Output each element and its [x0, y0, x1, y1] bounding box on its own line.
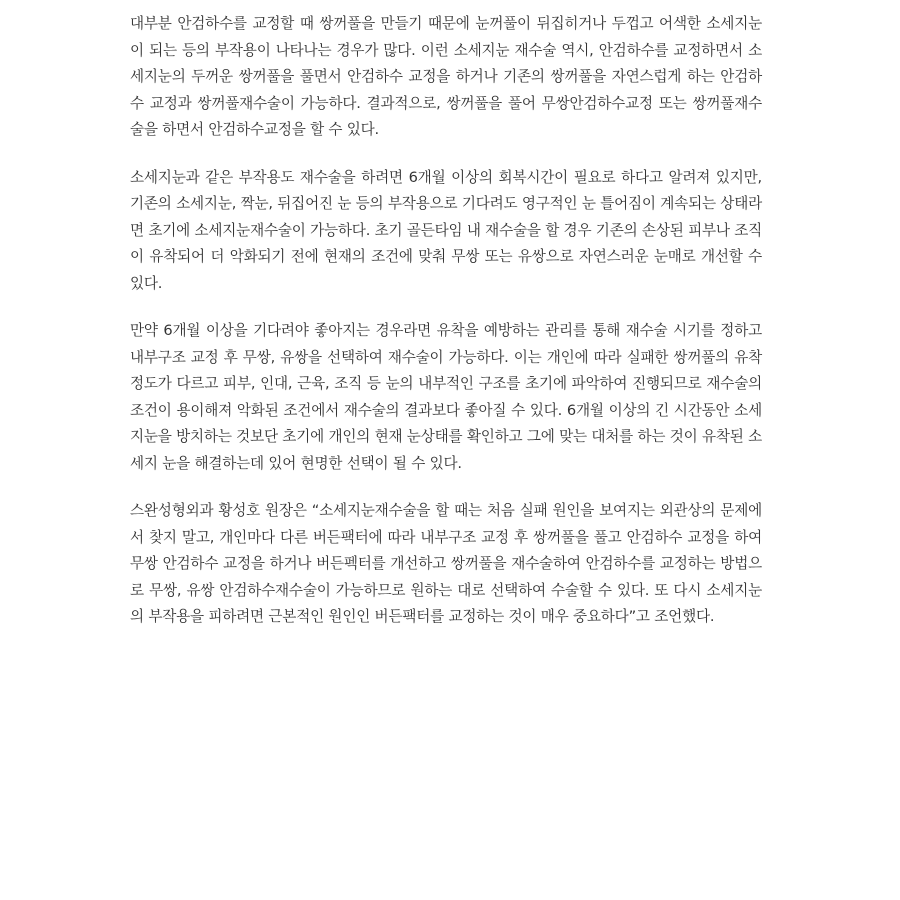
article-body [130, 11, 762, 631]
paragraph-3: 만약 6개월 이상을 기다려야 좋아지는 경우라면 유착을 예방하는 관리를 통해 재수술 시기를 정하고 내부구조 교정 후 무쌍, 유쌍을 선택하여 재수술이 가능하다. 이는 개인에 따라 실패한 쌍꺼풀의 유착 정도가 다르고 피부, 인대, 근육, 조직 등 눈의 내부적인 구조를 초기에 파악하여 진행되므로 재수술의 조건이 용이해져 악화된 조건에서 재수술의 결과보다 좋아질 수 있다. 6개월 이상의 긴 시간동안 소세지눈을 방치하는 것보단 초기에 개인의 현재 눈상태를 확인하고 그에 맞는 대처를 하는 것이 유착된 소세지 눈을 해결하는데 있어 현명한 선택이 될 수 있다. [130, 322, 762, 472]
paragraph-4: 스완성형외과 황성호 원장은 “소세지눈재수술을 할 때는 처음 실패 원인을 보여지는 외관상의 문제에서 찾지 말고, 개인마다 다른 버든팩터에 따라 내부구조 교정 후 쌍꺼풀을 풀고 안검하수 교정을 하여 무쌍 안검하수 교정을 하거나 버든펙터를 개선하고 쌍꺼풀을 재수술하여 안검하수를 교정하는 방법으로 무쌍, 유쌍 안검하수재수술이 가능하므로 원하는 대로 선택하여 수술할 수 있다. 또 다시 소세지눈의 부작용을 피하려면 근본적인 원인인 버든팩터를 교정하는 것이 매우 중요하다”고 조언했다. [130, 502, 762, 625]
paragraph-2: 소세지눈과 같은 부작용도 재수술을 하려면 6개월 이상의 회복시간이 필요로 하다고 알려져 있지만, 기존의 소세지눈, 짝눈, 뒤집어진 눈 등의 부작용으로 기다려도 영구적인 눈 틀어짐이 계속되는 상태라면 초기에 소세지눈재수술이 가능하다. 초기 골든타임 내 재수술을 할 경우 기존의 손상된 피부나 조직이 유착되어 더 악화되기 전에 현재의 조건에 맞춰 무쌍 또는 유쌍으로 자연스러운 눈매로 개선할 수 있다. [130, 168, 762, 292]
paragraph-1: 대부분 안검하수를 교정할 때 쌍꺼풀을 만들기 때문에 눈꺼풀이 뒤집히거나 두껍고 어색한 소세지눈이 되는 등의 부작용이 나타나는 경우가 많다. 이런 소세지눈 재수술 역시, 안검하수를 교정하면서 소세지눈의 두꺼운 쌍꺼풀을 풀면서 안검하수 교정을 하거나 기존의 쌍꺼풀을 자연스럽게 하는 안검하수 교정과 쌍꺼풀재수술이 가능하다. 결과적으로, 쌍꺼풀을 풀어 무쌍안검하수교정 또는 쌍꺼풀재수술을 하면서 안검하수교정을 할 수 있다. [130, 15, 762, 138]
